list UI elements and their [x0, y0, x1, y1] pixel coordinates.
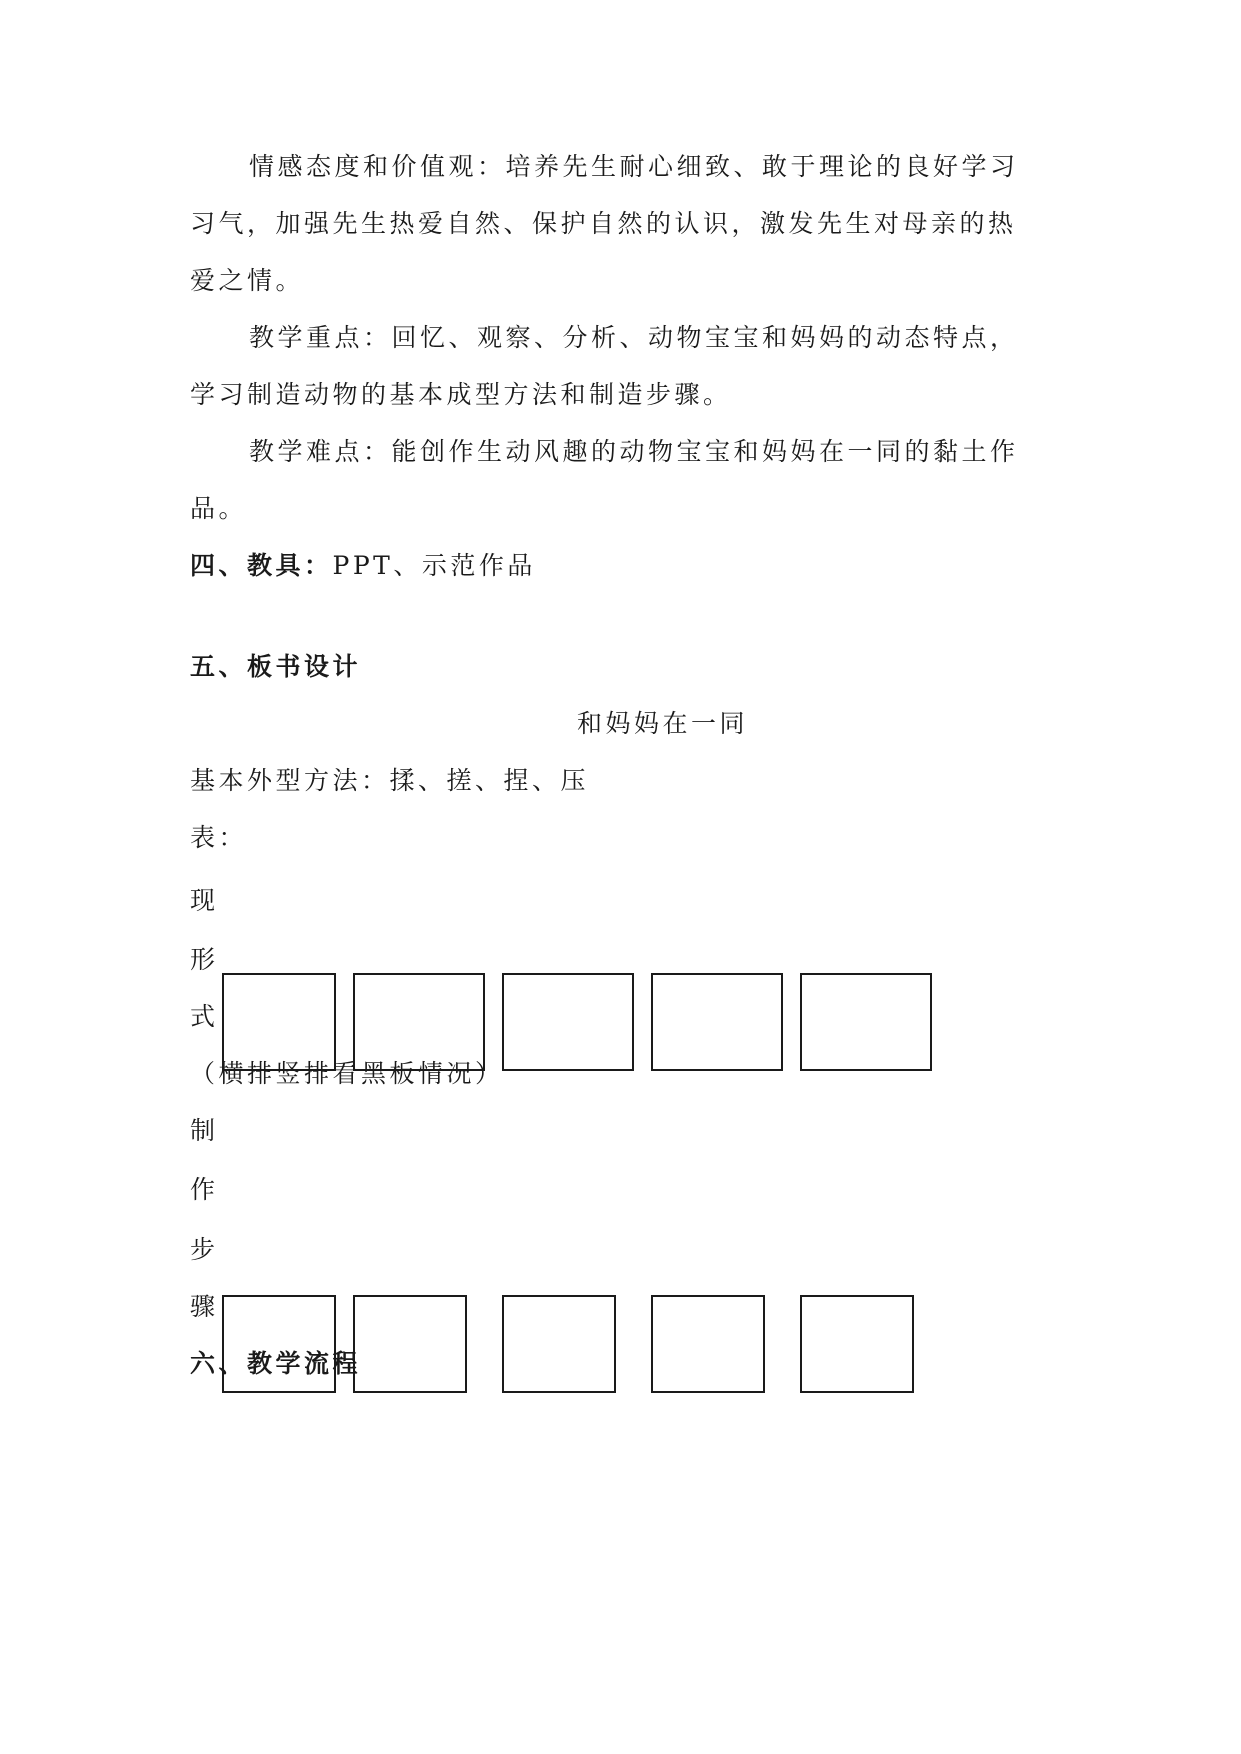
form-box	[651, 973, 783, 1071]
form-box	[800, 973, 932, 1071]
emotion-objective-line-1: 情感态度和价值观：培养先生耐心细致、敢于理论的良好学习	[249, 152, 1019, 181]
steps-box	[800, 1295, 914, 1393]
section-4-line	[190, 546, 536, 586]
key-point-line-2: 学习制造动物的基本成型方法和制造步骤。	[190, 380, 732, 409]
steps-box	[651, 1295, 765, 1393]
emotion-objective-line-3: 爱之情。	[190, 266, 305, 295]
teaching-aids-text: PPT、示范作品	[332, 551, 536, 580]
steps-box	[502, 1295, 616, 1393]
form-label-char-2: 现	[190, 886, 219, 915]
steps-label-char-1: 制	[190, 1116, 219, 1145]
key-point-line-1: 教学重点：回忆、观察、分析、动物宝宝和妈妈的动态特点，	[249, 323, 1019, 352]
modeling-methods: 基本外型方法：揉、搓、捏、压	[190, 766, 590, 795]
form-label-char-1: 表：	[190, 823, 248, 852]
steps-label-char-3: 步	[190, 1235, 219, 1264]
steps-label-char-2: 作	[190, 1175, 219, 1204]
form-label-char-3: 形	[190, 945, 219, 974]
steps-box	[353, 1295, 467, 1393]
difficulty-line-2: 品。	[190, 494, 248, 523]
form-label-char-4: 式	[190, 1002, 219, 1031]
form-box	[502, 973, 634, 1071]
difficulty-line-1: 教学难点：能创作生动风趣的动物宝宝和妈妈在一同的黏土作	[249, 437, 1019, 466]
emotion-objective-line-2: 习气，加强先生热爱自然、保护自然的认识，激发先生对母亲的热	[190, 209, 1017, 238]
section-4-heading: 四、教具：	[190, 551, 333, 580]
board-title: 和妈妈在一同	[577, 709, 749, 738]
layout-note: （横排竖排看黑板情况）	[190, 1059, 504, 1088]
section-6-heading: 六、教学流程	[190, 1349, 362, 1378]
section-5-heading: 五、板书设计	[190, 652, 362, 681]
steps-label-char-4: 骤	[190, 1292, 219, 1321]
